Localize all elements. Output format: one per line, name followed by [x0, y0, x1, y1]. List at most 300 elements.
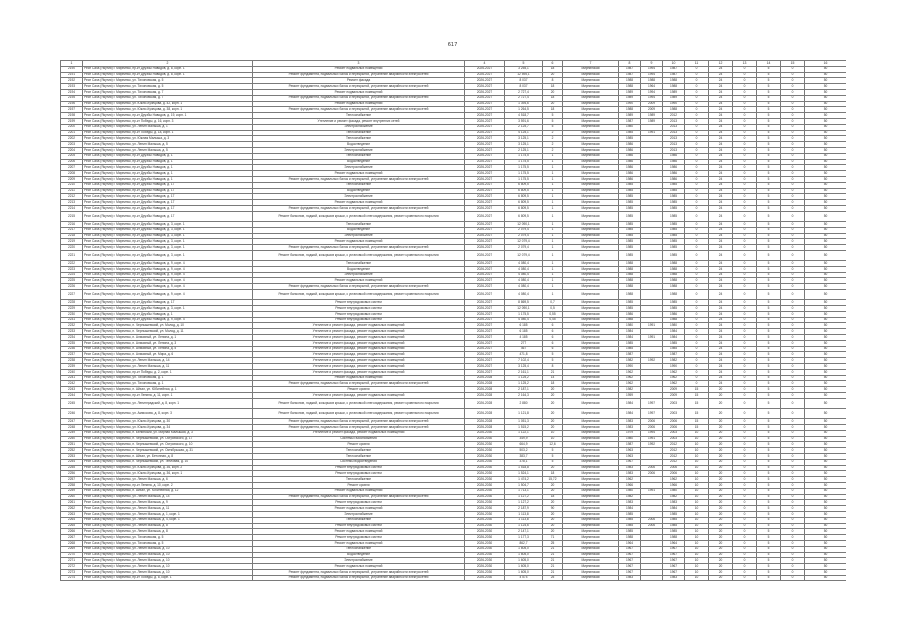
table-cell: 10 [685, 482, 709, 488]
table-cell: 2026-2027 [465, 205, 505, 211]
table-cell: Мирнинская [563, 540, 619, 546]
table-cell: 15 [685, 393, 709, 399]
table-cell: 0 [733, 113, 757, 119]
address-cell: Респ Саха (Якутия) г. Мирнинск, п. Алмазный, ул. Ленина, д. 3 [83, 340, 253, 346]
table-cell: 20 [543, 72, 563, 78]
table-cell: 0 [733, 182, 757, 188]
table-cell: 1985 [663, 200, 685, 206]
table-cell: 1985 [619, 300, 641, 306]
table-cell: 1985 [663, 221, 685, 227]
table-cell: 20 [543, 482, 563, 488]
table-cell: 0 [781, 419, 805, 425]
table-cell: 4 080,4 [505, 290, 543, 300]
table-cell: 5 [757, 205, 781, 211]
address-cell: Респ Саха (Якутия) г. Мирнинск, пр-кт Друзбы Наводов, д. 3, корп. 1 [83, 245, 253, 251]
table-cell: 2026-2027 [465, 72, 505, 78]
table-cell: 2026-2027 [465, 176, 505, 182]
table-cell: 1 175,5 [505, 165, 543, 171]
table-cell: 50 [805, 147, 847, 153]
table-cell: 1987 [663, 66, 685, 72]
row-number-cell: 2195 [61, 95, 83, 101]
table-cell: 15 [685, 408, 709, 418]
table-cell: 0 [685, 211, 709, 221]
work-type-cell: Теплоснабжение [253, 477, 465, 483]
table-cell: Мирнинская [563, 284, 619, 290]
table-cell: 0 [685, 188, 709, 194]
address-cell: Респ Саха (Якутия) г. Мирнинск, пр-кт Друзбы Наводов, д. 17 [83, 188, 253, 194]
row-number-cell: 2271 [61, 558, 83, 564]
table-cell: 1985 [663, 194, 685, 200]
table-cell: 5 [757, 171, 781, 177]
table-cell: 0 [781, 200, 805, 206]
table-cell: 0 [781, 564, 805, 570]
work-type-cell: Электроснабжение [253, 194, 465, 200]
table-cell: 1 [543, 159, 563, 165]
table-cell: 0 [685, 352, 709, 358]
table-cell: 0 [685, 205, 709, 211]
table-cell: 1987 [663, 352, 685, 358]
table-cell: 1 [543, 200, 563, 206]
address-cell: Респ Саха (Якутия) г. Мирнинск, пр-кт Друзбы Наводов, д. 1 [83, 159, 253, 165]
table-cell: 0 [685, 107, 709, 113]
table-cell: 1988 [663, 290, 685, 300]
table-cell: 0 [733, 211, 757, 221]
table-cell: 0 [781, 165, 805, 171]
table-cell: 4 185 [505, 335, 543, 341]
table-cell: 50 [805, 419, 847, 425]
work-type-cell: Водоотведение [253, 142, 465, 148]
table-cell: 1985 [663, 227, 685, 233]
table-cell: 8 [543, 364, 563, 370]
table-cell: 1962 [619, 381, 641, 387]
table-cell: 2026-2030 [465, 558, 505, 564]
address-cell: Респ Саха (Якутия) г. Мирнинск, ул. Тихоновская, д. 7 [83, 89, 253, 95]
table-cell: 1966 [663, 482, 685, 488]
table-cell: 15 [685, 424, 709, 430]
table-cell: 5 [757, 317, 781, 323]
row-number-cell: 2264 [61, 517, 83, 523]
table-cell: 5 [757, 369, 781, 375]
table-cell: 1983 [619, 424, 641, 430]
table-cell: 21 [543, 552, 563, 558]
table-cell: 0 [733, 250, 757, 260]
table-cell: 0 [685, 89, 709, 95]
table-cell: 0 [685, 227, 709, 233]
table-cell: 1988 [619, 78, 641, 84]
table-cell: 20 [709, 552, 733, 558]
table-cell: 1 175,5 [505, 171, 543, 177]
row-number-cell: 2250 [61, 436, 83, 442]
row-number-cell: 2194 [61, 89, 83, 95]
table-cell: 1964 [619, 540, 641, 546]
work-type-cell: Ремонт фундамента, подвальных балок и перекрытий, устранение аварийности электросетей [253, 424, 465, 430]
table-cell: 6 [543, 329, 563, 335]
work-type-cell: Ремонт кровли [253, 387, 465, 393]
table-cell: 20 [709, 535, 733, 541]
table-cell: 0 [685, 101, 709, 107]
row-number-cell: 2214 [61, 205, 83, 211]
table-cell: 15 [685, 398, 709, 408]
table-cell: 0 [685, 311, 709, 317]
table-cell: 0 [781, 272, 805, 278]
table-cell: 1984 [619, 408, 641, 418]
table-cell: 1988 [663, 535, 685, 541]
table-cell: 5 [757, 506, 781, 512]
table-cell: 2003 [663, 436, 685, 442]
table-cell: 20 [543, 517, 563, 523]
table-cell: 2006 [663, 471, 685, 477]
table-cell: Мирнинская [563, 398, 619, 408]
work-type-cell: Теплоснабжение [253, 130, 465, 136]
table-cell: 0 [781, 477, 805, 483]
table-cell: 0 [685, 221, 709, 227]
table-cell: 1986 [663, 159, 685, 165]
table-cell: 0 [781, 448, 805, 454]
address-cell: Респ Саха (Якутия) г. Мирнинск, ул. Ленин Малыша, д. 8 [83, 529, 253, 535]
address-cell: Респ Саха (Якутия) г. Мирнинск, пр-кт Друзбы Наводов, д. 9, корп. 4 [83, 261, 253, 267]
table-cell: 24 [709, 300, 733, 306]
table-cell: 0 [685, 266, 709, 272]
table-cell: 0 [685, 323, 709, 329]
table-cell: 0 [781, 78, 805, 84]
table-cell: 0 [781, 393, 805, 399]
table-cell: 50 [805, 517, 847, 523]
table-cell: 5 [757, 78, 781, 84]
table-cell: Мирнинская [563, 424, 619, 430]
table-cell: 6 [543, 335, 563, 341]
row-number-cell: 2256 [61, 471, 83, 477]
table-cell: 2026-2027 [465, 278, 505, 284]
row-number-cell: 2252 [61, 448, 83, 454]
table-cell: 1985 [619, 194, 641, 200]
table-cell: 0 [781, 488, 805, 494]
table-cell: 0 [733, 165, 757, 171]
table-cell: 1988 [619, 266, 641, 272]
table-cell: 1991 [641, 130, 663, 136]
address-cell: Респ Саха (Якутия) г. Мирнинск, пр-кт Друзбы Наводов, д. 3, корп. 1 [83, 233, 253, 239]
table-cell: 2026-2027 [465, 107, 505, 113]
work-type-cell: Электроснабжение [253, 124, 465, 130]
table-cell: Мирнинская [563, 340, 619, 346]
table-cell: 5 [757, 107, 781, 113]
table-cell: 0 [781, 317, 805, 323]
address-cell: Респ Саха (Якутия) г. Мирнинск, пр-кт Друзбы Наводов, д. 19, корп. 1 [83, 113, 253, 119]
table-cell: 1985 [663, 529, 685, 535]
table-cell: 20 [709, 517, 733, 523]
table-cell: 5 [757, 124, 781, 130]
table-cell [641, 250, 663, 260]
table-cell: Мирнинская [563, 535, 619, 541]
row-number-cell: 2274 [61, 575, 83, 581]
table-cell: 2026-2027 [465, 136, 505, 142]
table-sheet [60, 60, 846, 595]
table-cell: 0 [733, 523, 757, 529]
table-cell: 0 [781, 442, 805, 448]
table-cell: 1985 [619, 523, 641, 529]
table-cell: 2026-2027 [465, 78, 505, 84]
table-cell: 0 [781, 453, 805, 459]
table-cell: 24 [709, 84, 733, 90]
row-number-cell: 2201 [61, 130, 83, 136]
address-cell: Респ Саха (Якутия) г. Мирнинск, ул. Южно-Кузецова, д. 42, корп. 1 [83, 101, 253, 107]
row-number-cell: 2263 [61, 511, 83, 517]
row-number-cell: 2245 [61, 398, 83, 408]
table-cell: 50 [805, 424, 847, 430]
table-cell: 5 [757, 511, 781, 517]
table-cell: 7 102,4 [505, 358, 543, 364]
table-cell: 0 [781, 311, 805, 317]
row-number-cell: 2259 [61, 488, 83, 494]
table-cell: 24 [709, 182, 733, 188]
table-cell: 1989 [641, 113, 663, 119]
address-cell: Респ Саха (Якутия) г. Мирнинск, п. Чернышевский, ул. Молод, д. 10 [83, 323, 253, 329]
address-cell: Респ Саха (Якутия) г. Мирнинск, ул. Ленин Малыша, д. 14 [83, 358, 253, 364]
table-cell: 0 [685, 369, 709, 375]
table-cell: 24 [709, 375, 733, 381]
work-type-cell: Ремонт подвальных помещений [253, 506, 465, 512]
table-cell: 5 [757, 393, 781, 399]
table-cell: 20 [543, 101, 563, 107]
table-cell: 2026-2028 [465, 381, 505, 387]
table-cell: 24 [709, 188, 733, 194]
work-type-cell: Водоотведение [253, 227, 465, 233]
table-cell: Мирнинская [563, 381, 619, 387]
table-cell: 5 [757, 335, 781, 341]
page-number: 617 [447, 42, 458, 48]
address-cell: Респ Саха (Якутия) г. Мирнинск, п. Алмазный, ул. Ленина, д. 5 [83, 346, 253, 352]
table-cell: 24 [709, 266, 733, 272]
table-cell: Мирнинская [563, 575, 619, 581]
row-number-cell: 2258 [61, 482, 83, 488]
row-number-cell: 2269 [61, 546, 83, 552]
table-cell: 4 080,4 [505, 284, 543, 290]
table-cell: 0 [781, 546, 805, 552]
work-type-cell: Утепление и ремонт фасада, ремонт подвальных помещений [253, 323, 465, 329]
table-cell: 50 [805, 171, 847, 177]
address-cell: Респ Саха (Якутия) г. Мирнинск, ул. Тихоновская, д. 1 [83, 375, 253, 381]
row-number-cell: 2266 [61, 529, 83, 535]
table-cell: 50 [805, 165, 847, 171]
table-cell: 2 125,7 [505, 124, 543, 130]
table-cell: 50 [805, 393, 847, 399]
table-cell: 0 [733, 147, 757, 153]
table-cell: 12 090,1 [505, 306, 543, 312]
address-cell: Респ Саха (Якутия) г. Мирнинск, пр-кт Друзбы Наводов, д. 1 [83, 176, 253, 182]
table-cell: 0 [733, 398, 757, 408]
table-cell: 5 [757, 182, 781, 188]
work-type-cell: Утепление и ремонт фасада, ремонт подвальных помещений [253, 364, 465, 370]
work-type-cell: Ремонт подвальных помещений [253, 564, 465, 570]
row-number-cell: 2244 [61, 393, 83, 399]
address-cell: Респ Саха (Якутия) г. Мирнинск, ул. Южно-Кузецова, д. 36, корп. 1 [83, 471, 253, 477]
work-type-cell: Ремонт фундамента, подвальных балок и перекрытий, устранение аварийности электросетей [253, 107, 465, 113]
row-number-cell: 2253 [61, 453, 83, 459]
table-cell: 2026-2028 [465, 398, 505, 408]
work-type-cell: Ремонт фундамента, подвальных балок и перекрытий, устранение аварийности электросетей [253, 575, 465, 581]
table-cell: 2006 [641, 465, 663, 471]
table-cell: 5 [757, 290, 781, 300]
table-cell: 50 [805, 381, 847, 387]
address-cell: Респ Саха (Якутия) г. Мирнинск, пр-кт Друзбы Наводов, д. 3, корп. 1 [83, 227, 253, 233]
table-cell: 50 [805, 300, 847, 306]
table-cell: Мирнинская [563, 227, 619, 233]
table-cell: 20 [709, 575, 733, 581]
table-cell: 50 [805, 284, 847, 290]
table-cell: 20 [709, 471, 733, 477]
table-cell: 18 [543, 84, 563, 90]
table-cell: 2009 [641, 107, 663, 113]
table-cell: 2009 [641, 101, 663, 107]
table-cell: 10 [685, 488, 709, 494]
table-cell: 5 [757, 381, 781, 387]
table-cell: 0 [781, 436, 805, 442]
table-cell: 0 [781, 221, 805, 227]
table-cell: 50 [805, 211, 847, 221]
table-cell: 1966 [619, 482, 641, 488]
table-cell: 2 727,4 [505, 89, 543, 95]
table-cell: 0 [733, 535, 757, 541]
table-cell: 1985 [663, 188, 685, 194]
table-cell: 0 [781, 329, 805, 335]
table-cell: 2026-2030 [465, 494, 505, 500]
table-cell: 50 [805, 569, 847, 575]
column-header: 13 [733, 61, 757, 67]
table-cell: 2026-2027 [465, 101, 505, 107]
table-cell: 50 [805, 266, 847, 272]
table-cell: 0 [733, 290, 757, 300]
table-cell: 1985 [619, 182, 641, 188]
table-cell: 1990 [663, 364, 685, 370]
table-cell: 5 [757, 245, 781, 251]
work-type-cell: Ремонт фасада [253, 78, 465, 84]
table-cell: 50 [805, 130, 847, 136]
table-cell: 1 113,8 [505, 517, 543, 523]
table-cell: 0 [733, 358, 757, 364]
table-cell: 0 [685, 136, 709, 142]
table-cell: 5 [757, 558, 781, 564]
table-cell: 0 [733, 448, 757, 454]
table-cell: 21 [543, 564, 563, 570]
table-cell: 2026-2027 [465, 266, 505, 272]
table-cell: 0 [685, 375, 709, 381]
table-cell: 1987 [619, 442, 641, 448]
table-cell: Мирнинская [563, 147, 619, 153]
table-cell: 20 [543, 523, 563, 529]
table-cell: 1980 [663, 488, 685, 494]
work-type-cell: Утепление и ремонт фасада, ремонт подвальных помещений [253, 430, 465, 436]
table-cell: 20 [709, 500, 733, 506]
table-cell: 20 [543, 393, 563, 399]
table-cell: 0 [781, 552, 805, 558]
table-cell: 1988 [619, 317, 641, 323]
address-cell: Респ Саха (Якутия) г. Мирнинск, ул. Южно-Кузецова, д. 36, корп. 2 [83, 465, 253, 471]
table-cell: 2003 [663, 398, 685, 408]
table-cell: Мирнинская [563, 95, 619, 101]
table-cell: 0 [781, 72, 805, 78]
table-cell: 2026-2027 [465, 171, 505, 177]
work-type-cell: Ремонт фундамента, подвальных балок и перекрытий, устранение аварийности электросетей [253, 72, 465, 78]
table-cell: 1985 [619, 346, 641, 352]
table-cell: 24 [709, 245, 733, 251]
table-cell: 0 [781, 529, 805, 535]
table-cell: 2026-2027 [465, 311, 505, 317]
address-cell: Респ Саха (Якутия) г. Мирнинск, пр-кт Друзбы Наводов, д. 1 [83, 165, 253, 171]
table-cell: 5 [757, 552, 781, 558]
table-cell: 2026-2030 [465, 477, 505, 483]
table-row [61, 211, 847, 221]
table-cell: 24 [709, 101, 733, 107]
column-header: 8 [619, 61, 641, 67]
row-number-cell: 2213 [61, 200, 83, 206]
table-cell: 0 [685, 66, 709, 72]
table-cell: 0 [781, 205, 805, 211]
table-cell: 1988 [663, 272, 685, 278]
work-type-cell: Теплоснабжение [253, 517, 465, 523]
table-cell: Мирнинская [563, 124, 619, 130]
address-cell: Респ Саха (Якутия) г. Мирнинск, пр-кт Друзбы Наводов, д. 3, корп. 1 [83, 306, 253, 312]
column-header: 9 [641, 61, 663, 67]
table-cell: 5 [543, 118, 563, 124]
table-cell: Мирнинская [563, 523, 619, 529]
table-cell: 2009 [663, 393, 685, 399]
table-cell: 0 [733, 266, 757, 272]
table-cell: Мирнинская [563, 250, 619, 260]
table-cell: 50 [805, 124, 847, 130]
work-type-cell: Ремонт подвальных помещений [253, 239, 465, 245]
table-cell: 50 [805, 272, 847, 278]
table-cell: 0 [685, 147, 709, 153]
table-cell: 0 [781, 245, 805, 251]
table-cell: 2026-2027 [465, 233, 505, 239]
table-cell: 503,2 [505, 448, 543, 454]
table-cell: 50 [805, 477, 847, 483]
table-cell: 1985 [619, 205, 641, 211]
address-cell: Респ Саха (Якутия) г. Мирнинск, пр-кт Друзбы Наводов, д. 9, корп. 4 [83, 272, 253, 278]
row-number-cell: 2254 [61, 459, 83, 465]
table-cell: 1964 [663, 540, 685, 546]
work-type-cell: Ремонт подвальных помещений [253, 488, 465, 494]
table-cell: 0 [781, 358, 805, 364]
table-cell: 2026-2030 [465, 575, 505, 581]
table-cell: 5 [757, 323, 781, 329]
work-type-cell: Водоотведение [253, 188, 465, 194]
table-cell: 5 [757, 459, 781, 465]
table-cell: 0 [733, 124, 757, 130]
table-cell: 6 185 [505, 329, 543, 335]
table-cell: 1988 [663, 261, 685, 267]
table-cell: 2009 [663, 387, 685, 393]
table-cell: 5 [757, 424, 781, 430]
table-cell: 50 [805, 66, 847, 72]
address-cell: Респ Саха (Якутия) г. Мирнинск, п. Чернышевский, ул. Октябрьская, д. 31 [83, 448, 253, 454]
table-cell: 4 080,4 [505, 272, 543, 278]
table-cell: 0,5 [543, 306, 563, 312]
address-cell: Респ Саха (Якутия) г. Мирнинск, пр-кт Друзбы Наводов, д. 8, корп. 1 [83, 72, 253, 78]
table-cell: 1985 [663, 517, 685, 523]
table-cell: 20 [709, 442, 733, 448]
table-cell: 1 175,5 [505, 311, 543, 317]
table-cell: 18 [543, 66, 563, 72]
table-cell: 15 [685, 387, 709, 393]
table-cell: 0 [781, 95, 805, 101]
table-cell: 1991 [641, 335, 663, 341]
address-cell: Респ Саха (Якутия) г. Мирнинск, пр-кт Победы, д. 8, корп. 1 [83, 575, 253, 581]
table-cell: 0 [781, 323, 805, 329]
table-row [61, 575, 847, 581]
table-cell: 1 605,0 [505, 569, 543, 575]
table-cell: 50 [805, 194, 847, 200]
table-cell: 10 [685, 546, 709, 552]
